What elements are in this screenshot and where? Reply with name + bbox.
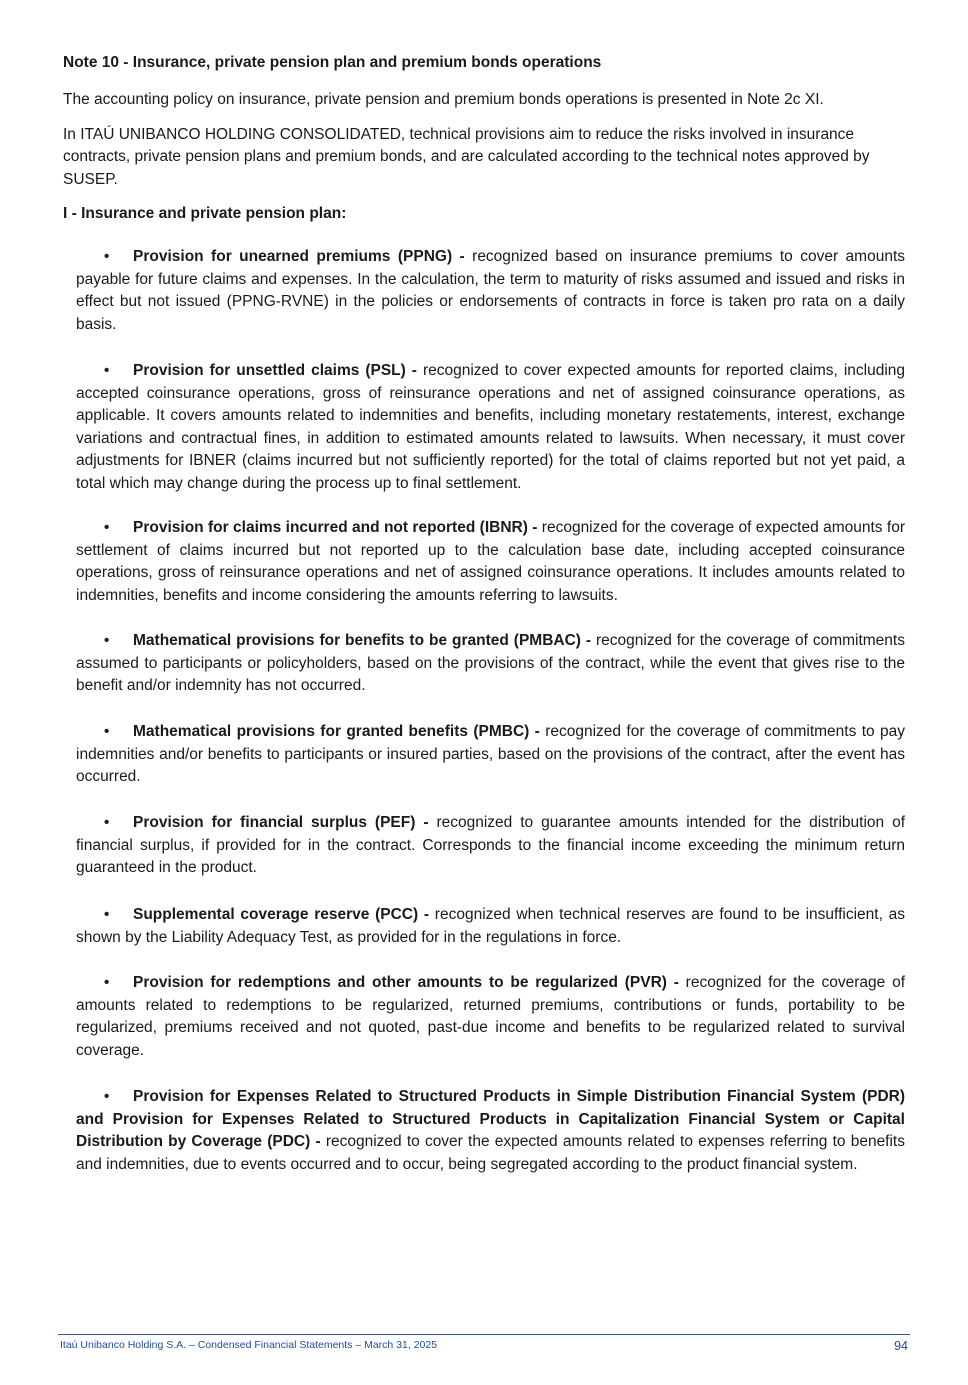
bullet-icon: •: [104, 906, 110, 923]
item-description: recognized for the coverage of amounts related to redemptions to be regularized, returned premiums, contributions or funds, portability to be regularized, premiums received and not quoted, past-due income and benefits to be regularized related to survival coverage.: [76, 974, 906, 1059]
footer-divider: [58, 1334, 910, 1335]
footer-document-title: Itaú Unibanco Holding S.A. – Condensed Financial Statements – March 31, 2025: [60, 1339, 438, 1351]
list-item-ppng: [76, 246, 905, 336]
page-number: 94: [894, 1339, 908, 1353]
list-item-pdr-pdc: [76, 1086, 905, 1176]
bullet-icon: •: [104, 248, 110, 265]
item-term: Mathematical provisions for benefits to be granted (PMBAC) -: [133, 632, 592, 649]
item-term: Provision for unsettled claims (PSL) -: [133, 362, 417, 379]
item-description: recognized for the coverage of expected amounts for settlement of claims incurred but not reported up to the calculation base date, including accepted coinsurance operations, gross of reinsurance operations and net of assigned coinsurance operations. It includes amounts related to indemnities, benefits and income considering the amounts referring to lawsuits.: [76, 519, 905, 604]
item-description: recognized to guarantee amounts intended for the distribution of financial surplus, if provided for in the contract. Corresponds to the financial income exceeding the minimum return guaranteed in the product.: [76, 814, 905, 877]
list-item-pmbac: [76, 630, 905, 698]
bullet-icon: •: [104, 632, 110, 649]
item-description: recognized for the coverage of commitments assumed to participants or policyholders, based on the provisions of the contract, while the event that gives rise to the benefit and/or indemnity has not occurred.: [76, 632, 905, 695]
bullet-icon: •: [104, 1088, 110, 1105]
bullet-icon: •: [104, 974, 110, 991]
item-description: recognized to cover the expected amounts related to expenses referring to benefits and indemnities, due to events occurred and to occur, being segregated according to the product financial system.: [76, 1133, 905, 1173]
paragraph-accounting-policy: The accounting policy on insurance, private pension and premium bonds operations is presented in Note 2c XI.: [63, 91, 824, 108]
list-item-pcc: [76, 904, 905, 949]
bullet-icon: •: [104, 362, 110, 379]
item-term: Provision for claims incurred and not reported (IBNR) -: [133, 519, 538, 536]
list-item-psl: [76, 360, 905, 496]
list-item-ibnr: [76, 517, 905, 607]
note-title: Note 10 - Insurance, private pension plan and premium bonds operations: [63, 54, 602, 71]
list-item-pvr: [76, 972, 905, 1062]
item-description: recognized for the coverage of commitments to pay indemnities and/or benefits to participants or insured parties, based on the provisions of the contract, after the event has occurred.: [76, 723, 905, 786]
item-term: Provision for unearned premiums (PPNG) -: [133, 248, 465, 265]
bullet-icon: •: [104, 814, 110, 831]
bullet-icon: •: [104, 519, 110, 536]
bullet-icon: •: [104, 723, 110, 740]
item-term: Provision for Expenses Related to Structured Products in Simple Distribution Financial System (PDR) and Provision for Expenses Related to Structured Products in Capitalization Financial System or Capital Distribution by Coverage (PDC) -: [76, 1088, 905, 1151]
item-term: Provision for financial surplus (PEF) -: [133, 814, 429, 831]
item-description: recognized to cover expected amounts for reported claims, including accepted coinsurance operations, gross of reinsurance operations and net of assigned coinsurance operations, as applicable. It covers amounts related to indemnities and benefits, including monetary restatements, interest, exchange variations and contractual fines, in addition to estimated amounts related to lawsuits. When necessary, it must cover adjustments for IBNER (claims incurred but not sufficiently reported) for the total of claims reported but not yet paid, a total which may change during the process up to final settlement.: [76, 362, 906, 492]
item-term: Mathematical provisions for granted benefits (PMBC) -: [133, 723, 540, 740]
item-description: recognized when technical reserves are found to be insufficient, as shown by the Liability Adequacy Test, as provided for in the regulations in force.: [76, 906, 905, 946]
list-item-pmbc: [76, 721, 905, 789]
item-description: recognized based on insurance premiums to cover amounts payable for future claims and expenses. In the calculation, the term to maturity of risks assumed and issued and risks in effect but not issued (PPNG-RVNE) in the policies or endorsements of contracts in force is taken pro rata on a daily basis.: [76, 248, 906, 333]
item-term: Supplemental coverage reserve (PCC) -: [133, 906, 430, 923]
item-term: Provision for redemptions and other amounts to be regularized (PVR) -: [133, 974, 679, 991]
list-item-pef: [76, 812, 905, 880]
section-heading: I - Insurance and private pension plan:: [63, 205, 347, 222]
paragraph-technical-provisions: In ITAÚ UNIBANCO HOLDING CONSOLIDATED, technical provisions aim to reduce the risks involved in insurance contracts, private pension plans and premium bonds, and are calculated according to the technical notes approved by SUSEP.: [63, 126, 870, 188]
